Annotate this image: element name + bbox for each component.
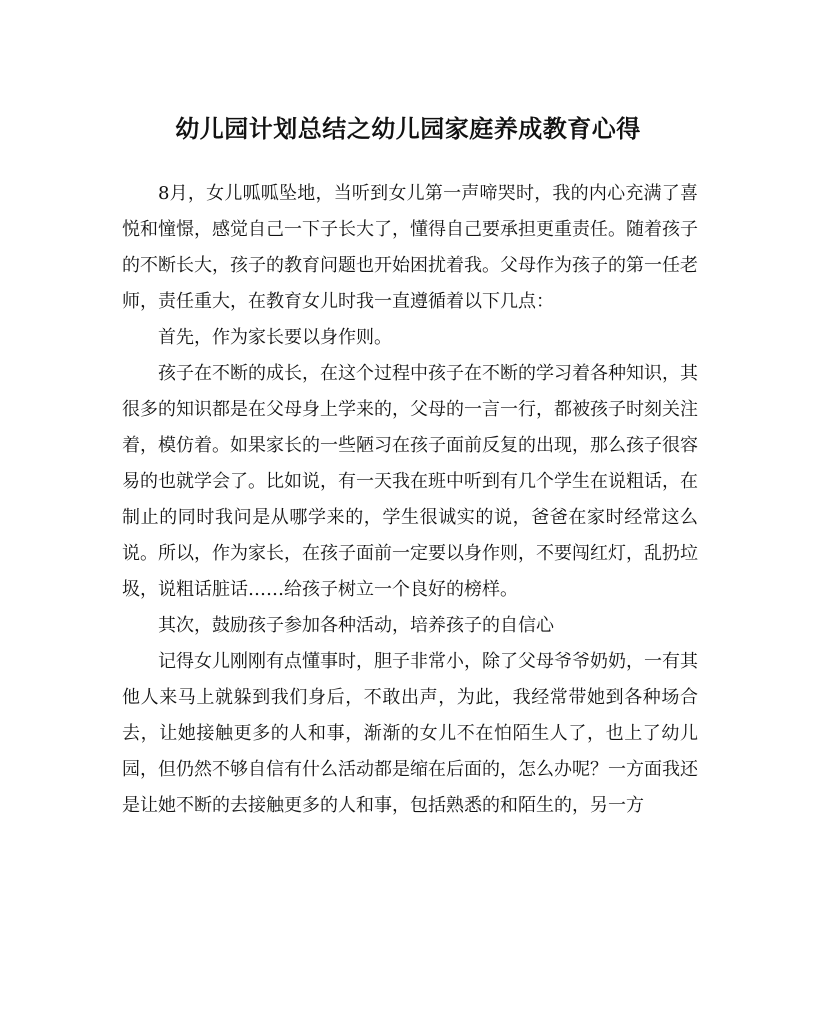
- document-title: 幼儿园计划总结之幼儿园家庭养成教育心得: [175, 114, 641, 143]
- document-body: [122, 176, 698, 824]
- paragraph: 首先，作为家长要以身作则。: [158, 327, 392, 348]
- paragraph: 8月，女儿呱呱坠地，当听到女儿第一声啼哭时，我的内心充满了喜悦和憧憬，感觉自己一下子长大了，懂得自己要承担更重责任。随着孩子的不断长大，孩子的教育问题也开始困扰着我。父母作为孩子的第一任老师，责任重大，在教育女儿时我一直遵循着以下几点：: [122, 183, 698, 312]
- paragraph: 孩子在不断的成长，在这个过程中孩子在不断的学习着各种知识，其很多的知识都是在父母身上学来的，父母的一言一行，都被孩子时刻关注着，模仿着。如果家长的一些陋习在孩子面前反复的出现，那么孩子很容易的也就学会了。比如说，有一天我在班中听到有几个学生在说粗话，在制止的同时我问是从哪学来的，学生很诚实的说，爸爸在家时经常这么说。所以，作为家长，在孩子面前一定要以身作则，不要闯红灯，乱扔垃圾，说粗话脏话……给孩子树立一个良好的榜样。: [122, 363, 698, 600]
- paragraph: 其次，鼓励孩子参加各种活动，培养孩子的自信心: [158, 615, 554, 636]
- paragraph: 记得女儿刚刚有点懂事时，胆子非常小，除了父母爷爷奶奶，一有其他人来马上就躲到我们身后，不敢出声，为此，我经常带她到各种场合去，让她接触更多的人和事，渐渐的女儿不在怕陌生人了，也上了幼儿园，但仍然不够自信有什么活动都是缩在后面的，怎么办呢？一方面我还是让她不断的去接触更多的人和事，包括熟悉的和陌生的，另一方: [122, 651, 698, 816]
